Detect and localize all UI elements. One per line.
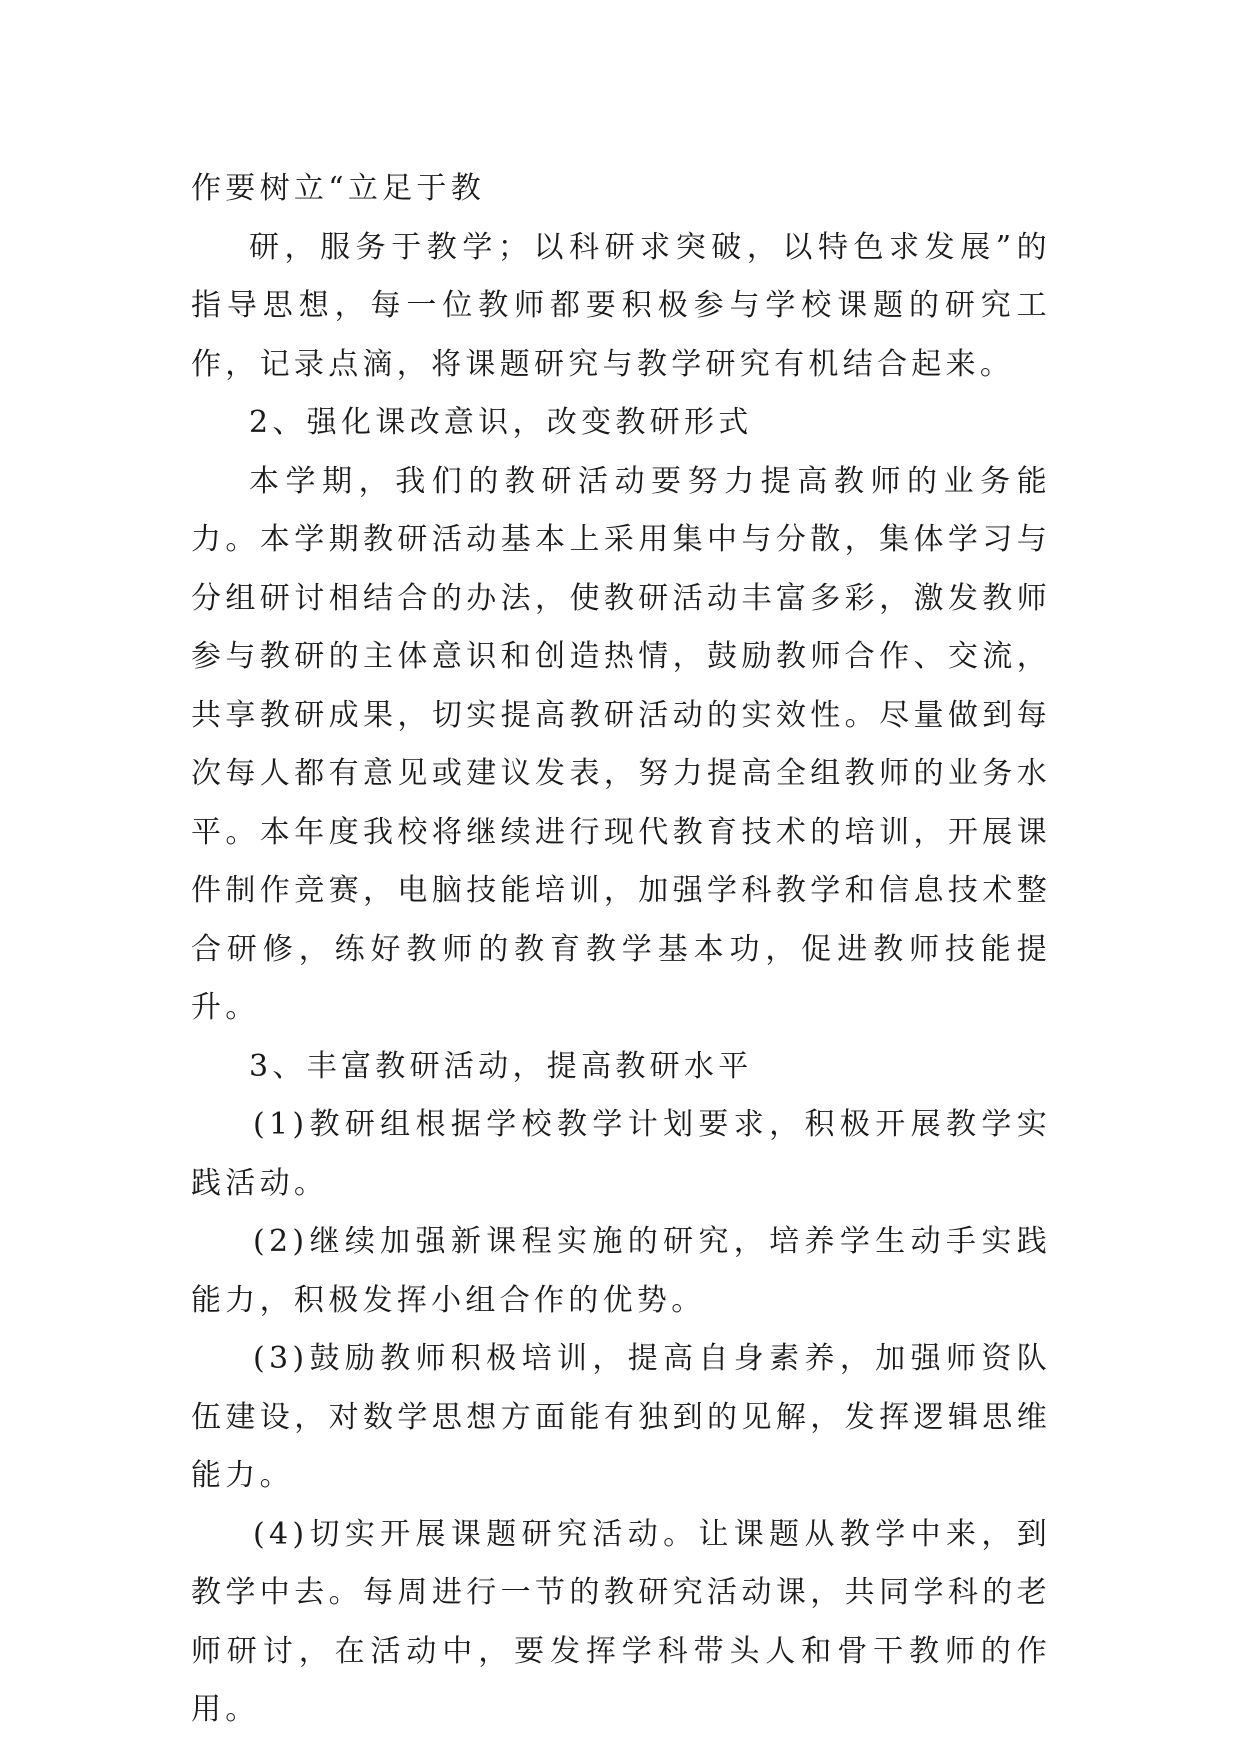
section-heading-2: 2、强化课改意识，改变教研形式 (249, 405, 753, 440)
section-heading-3: 3、丰富教研活动，提高教研水平 (249, 1048, 753, 1084)
paragraph-continuation-line: 作要树立“立足于教 (191, 171, 486, 206)
list-item-2: (2)继续加强新课程实施的研究，培养学生动手实践能力，积极发挥小组合作的优势。 (191, 1224, 1051, 1318)
document-body (191, 160, 1051, 1740)
list-item-1: (1)教研组根据学校教学计划要求，积极开展教学实践活动。 (191, 1107, 1051, 1201)
list-item-3: (3)鼓励教师积极培训，提高自身素养，加强师资队伍建设，对数学思想方面能有独到的见解，发挥逻辑思维能力。 (191, 1341, 1051, 1493)
paragraph-teaching-research-form: 本学期，我们的教研活动要努力提高教师的业务能力。本学期教研活动基本上采用集中与分散，集体学习与分组研讨相结合的办法，使教研活动丰富多彩，激发教师参与教研的主体意识和创造热情，鼓励教师合作、交流，共享教研成果，切实提高教研活动的实效性。尽量做到每次每人都有意见或建议发表，努力提高全组教师的业务水平。本年度我校将继续进行现代教育技术的培训，开展课件制作竞赛，电脑技能培训，加强学科教学和信息技术整合研修，练好教师的教育教学基本功，促进教师技能提升。 (191, 463, 1051, 1025)
list-item-4: (4)切实开展课题研究活动。让课题从教学中来，到教学中去。每周进行一节的教研究活动课，共同学科的老师研讨，在活动中，要发挥学科带头人和骨干教师的作用。 (191, 1516, 1051, 1727)
paragraph-guiding-thought: 研，服务于教学；以科研求突破，以特色求发展”的指导思想，每一位教师都要积极参与学校课题的研究工作，记录点滴，将课题研究与教学研究有机结合起来。 (191, 229, 1051, 382)
